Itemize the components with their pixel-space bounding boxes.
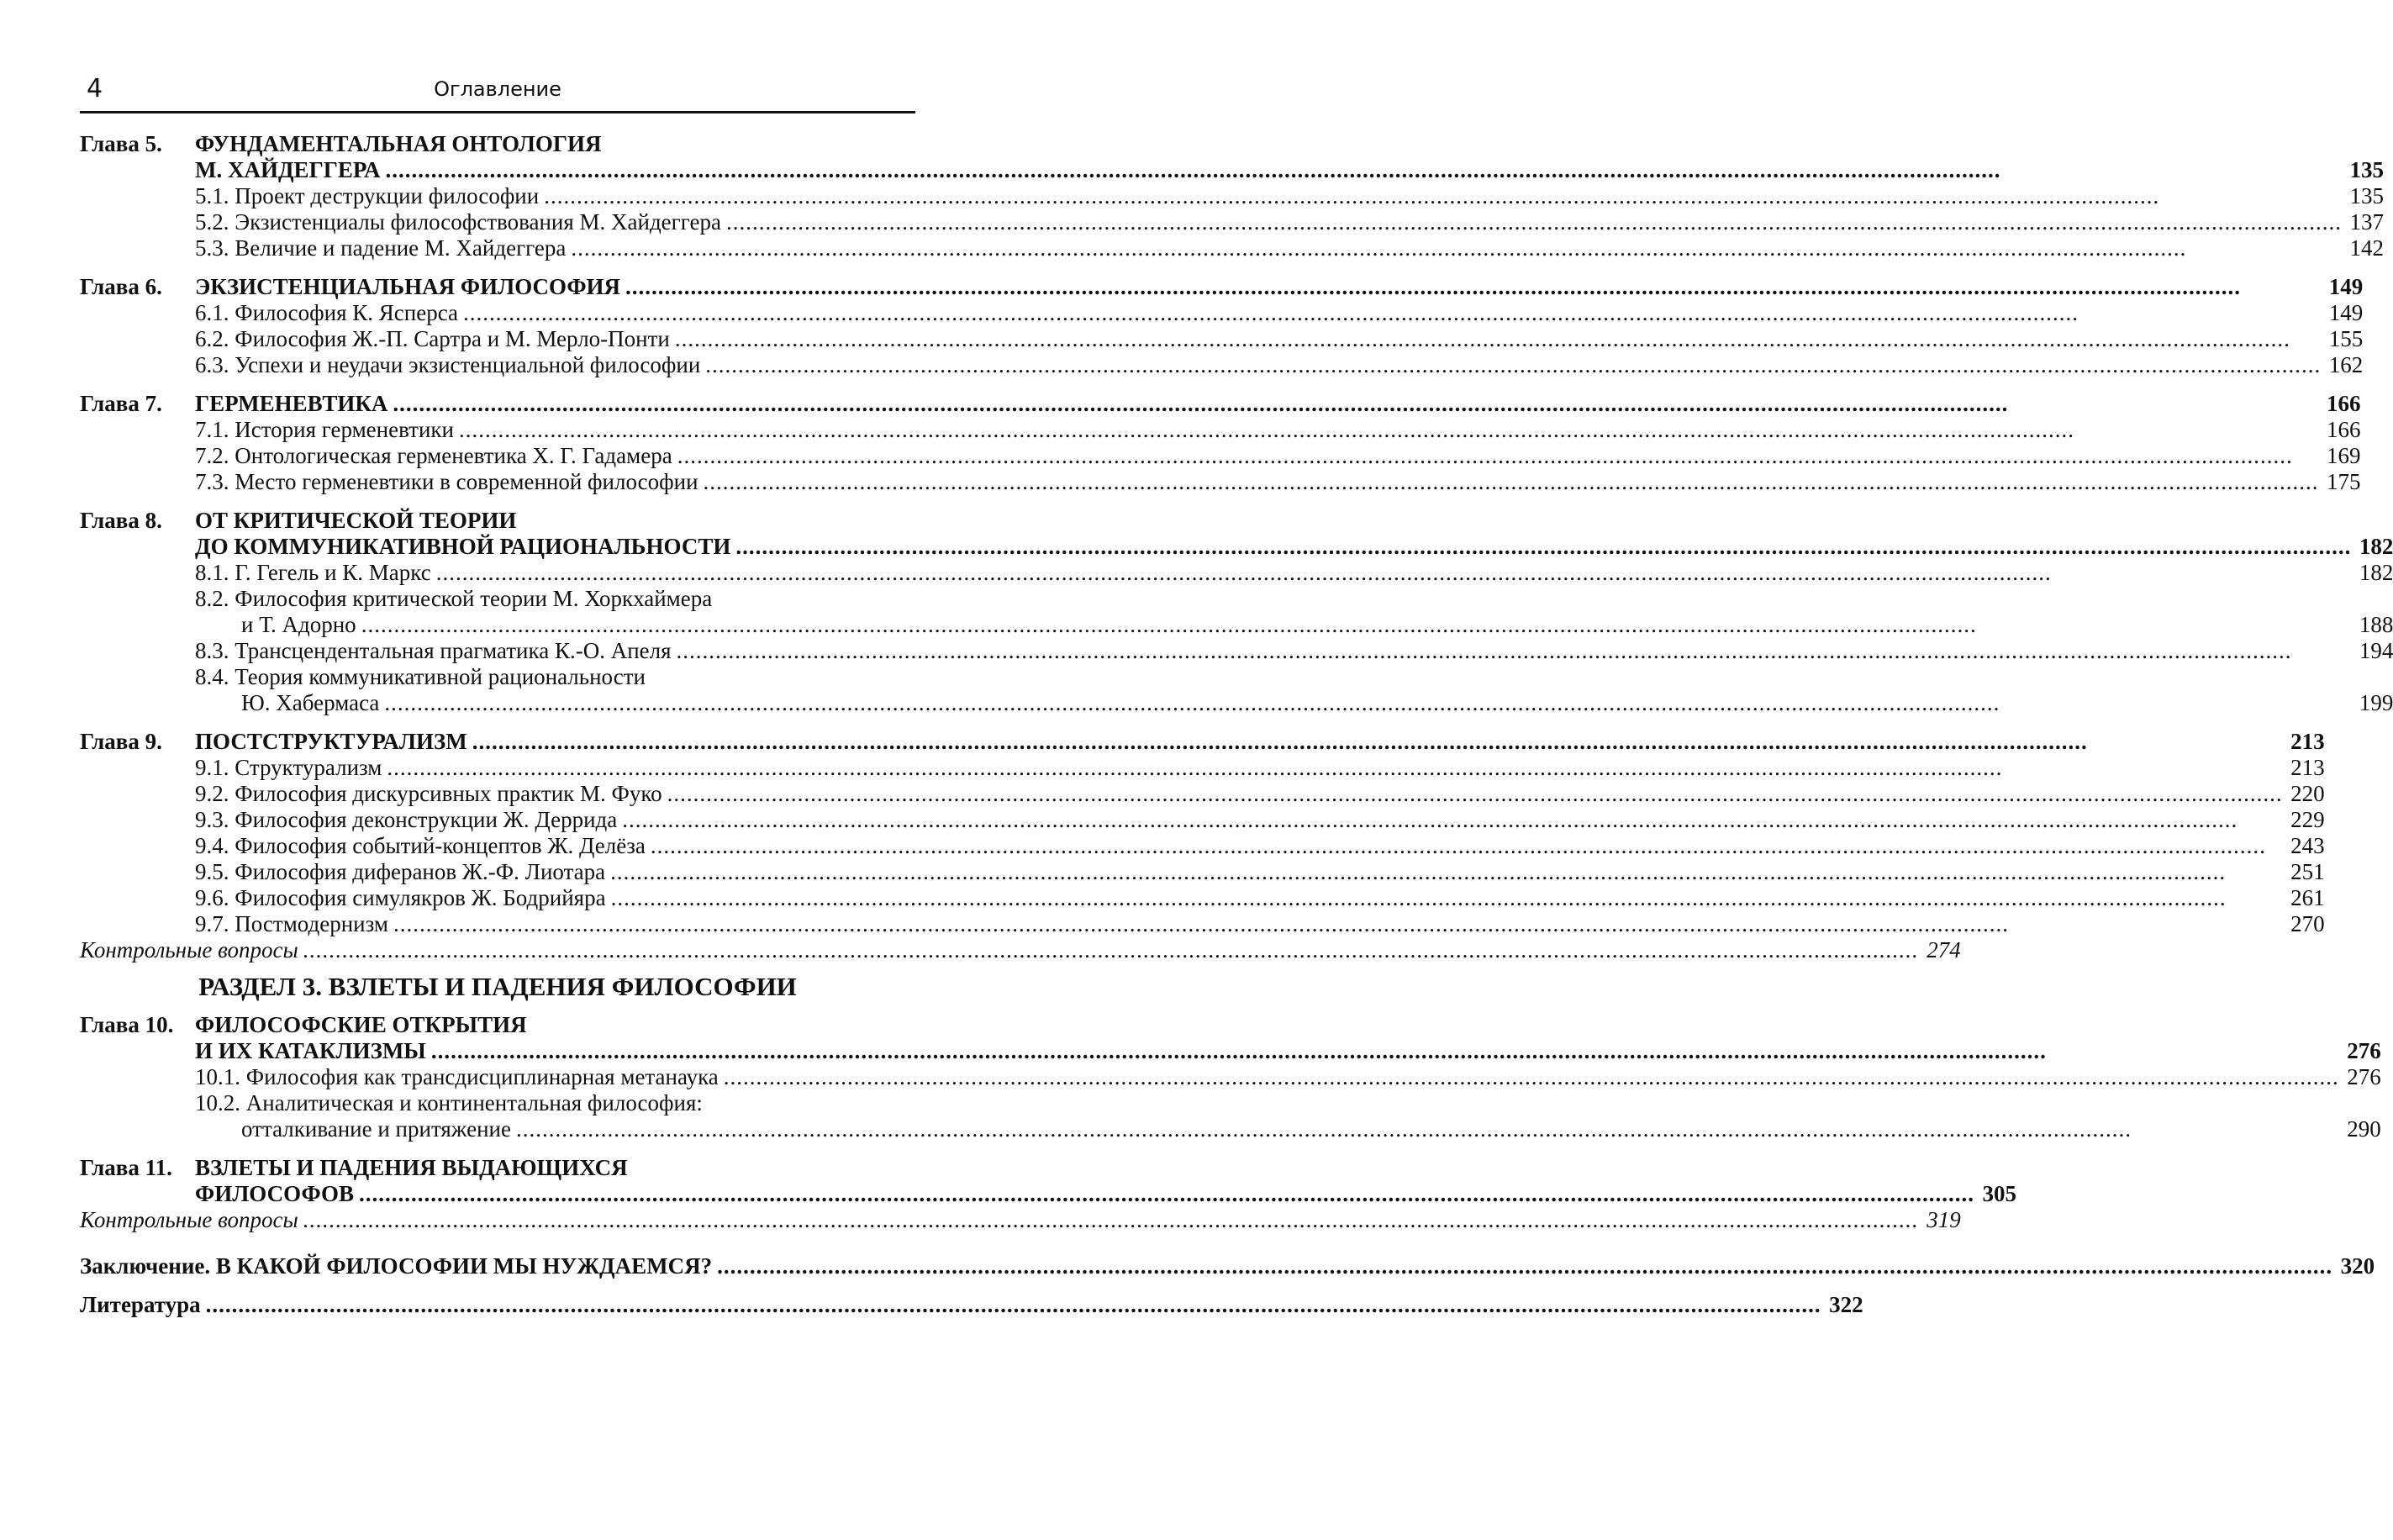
chapter-label: Глава 6. [80, 274, 162, 299]
toc-entry-literature[interactable]: Литература ..... 322 [80, 1292, 915, 1318]
toc-entry[interactable]: 5.3. Величие и падение М. Хайдеггера ..... 142 [195, 235, 2384, 261]
toc-entry: 8.2. Философия критической теории М. Хоркхаймера [195, 586, 713, 611]
chapter-title: ФУНДАМЕНТАЛЬНАЯ ОНТОЛОГИЯ [195, 131, 602, 156]
toc-chapter-7 [80, 391, 2361, 495]
toc-entry[interactable]: и Т. Адорно ..... 188 [241, 612, 2393, 638]
chapter-title: ВЗЛЕТЫ И ПАДЕНИЯ ВЫДАЮЩИХСЯ [195, 1155, 628, 1180]
toc-entry[interactable]: ПОСТСТРУКТУРАЛИЗМ ..... 213 [195, 729, 2325, 755]
toc-entry[interactable]: ГЕРМЕНЕВТИКА ..... 166 [195, 391, 2361, 417]
toc-entry-questions[interactable]: Контрольные вопросы ..... 319 [80, 1207, 915, 1233]
chapter-title: ОТ КРИТИЧЕСКОЙ ТЕОРИИ [195, 508, 517, 533]
toc-entry[interactable]: 9.2. Философия дискурсивных практик М. Фуко ..... 220 [195, 781, 2325, 807]
chapter-title: ФИЛОСОФСКИЕ ОТКРЫТИЯ [195, 1012, 527, 1037]
chapter-label: Глава 7. [80, 391, 162, 416]
toc-entry[interactable]: 6.1. Философия К. Ясперса ..... 149 [195, 300, 2363, 326]
toc-entry[interactable]: 6.3. Успехи и неудачи экзистенциальной философии ..... 162 [195, 352, 2363, 378]
chapter-label: Глава 5. [80, 131, 162, 156]
toc-entry-conclusion[interactable]: Заключение. В КАКОЙ ФИЛОСОФИИ МЫ НУЖДАЕМСЯ? ..... 320 [80, 1253, 915, 1279]
toc-entry[interactable]: 8.3. Трансцендентальная прагматика К.-О. Апеля ..... 194 [195, 638, 2393, 664]
toc-entry[interactable]: 9.6. Философия симулякров Ж. Бодрийяра ..... 261 [195, 885, 2325, 911]
toc-entry[interactable]: 7.3. Место герменевтики в современной философии ..... 175 [195, 469, 2361, 495]
toc-entry[interactable]: 5.1. Проект деструкции философии ..... 135 [195, 183, 2384, 209]
toc-chapter-11 [80, 1155, 2016, 1207]
toc-entry[interactable]: 5.2. Экзистенциалы философствования М. Хайдеггера ..... 137 [195, 209, 2384, 235]
part-heading: РАЗДЕЛ 3. ВЗЛЕТЫ И ПАДЕНИЯ ФИЛОСОФИИ [198, 972, 797, 1001]
toc-entry[interactable]: 9.3. Философия деконструкции Ж. Деррида ..... 229 [195, 807, 2325, 833]
toc-chapter-9 [80, 729, 2325, 937]
toc-entry[interactable]: ФИЛОСОФОВ ..... 305 [195, 1181, 2016, 1207]
toc-chapter-10 [80, 1012, 2381, 1142]
header-rule [80, 111, 915, 113]
toc-entry[interactable]: 9.4. Философия событий-концептов Ж. Делёза ..... 243 [195, 833, 2325, 859]
chapter-label: Глава 11. [80, 1155, 172, 1180]
toc-entry: 8.4. Теория коммуникативной рациональности [195, 664, 646, 689]
toc-entry-questions[interactable]: Контрольные вопросы ..... 274 [80, 937, 915, 963]
table-of-contents [80, 131, 2393, 1318]
chapter-label: Глава 9. [80, 729, 162, 754]
running-title: Оглавление [434, 77, 561, 101]
toc-entry[interactable]: М. ХАЙДЕГГЕРА ..... 135 [195, 157, 2384, 183]
toc-chapter-8 [80, 508, 2393, 716]
toc-entry[interactable]: 10.1. Философия как трансдисциплинарная метанаука ..... 276 [195, 1064, 2381, 1090]
chapter-label: Глава 10. [80, 1012, 174, 1037]
toc-entry[interactable]: 9.1. Структурализм ..... 213 [195, 755, 2325, 781]
toc-entry[interactable]: 7.2. Онтологическая герменевтика Х. Г. Гадамера ..... 169 [195, 443, 2361, 469]
toc-entry[interactable]: И ИХ КАТАКЛИЗМЫ ..... 276 [195, 1038, 2381, 1064]
toc-entry[interactable]: 6.2. Философия Ж.-П. Сартра и М. Мерло-Понти ..... 155 [195, 326, 2363, 352]
toc-chapter-6 [80, 274, 2364, 378]
page-number: 4 [87, 74, 103, 103]
toc-entry[interactable]: Ю. Хабермаса ..... 199 [241, 690, 2393, 716]
toc-chapter-5 [80, 131, 2384, 261]
toc-entry[interactable]: отталкивание и притяжение ..... 290 [241, 1116, 2381, 1142]
toc-entry[interactable]: 7.1. История герменевтики ..... 166 [195, 417, 2361, 443]
toc-entry[interactable]: 8.1. Г. Гегель и К. Маркс ..... 182 [195, 560, 2393, 586]
toc-entry[interactable]: ДО КОММУНИКАТИВНОЙ РАЦИОНАЛЬНОСТИ ..... 182 [195, 534, 2393, 560]
toc-entry[interactable]: ЭКЗИСТЕНЦИАЛЬНАЯ ФИЛОСОФИЯ ..... 149 [195, 274, 2363, 300]
toc-entry[interactable]: 9.7. Постмодернизм ..... 270 [195, 911, 2325, 937]
page-header [80, 74, 915, 108]
toc-entry: 10.2. Аналитическая и континентальная философия: [195, 1090, 703, 1115]
chapter-label: Глава 8. [80, 508, 162, 533]
toc-entry[interactable]: 9.5. Философия диферанов Ж.-Ф. Лиотара ..... 251 [195, 859, 2325, 885]
